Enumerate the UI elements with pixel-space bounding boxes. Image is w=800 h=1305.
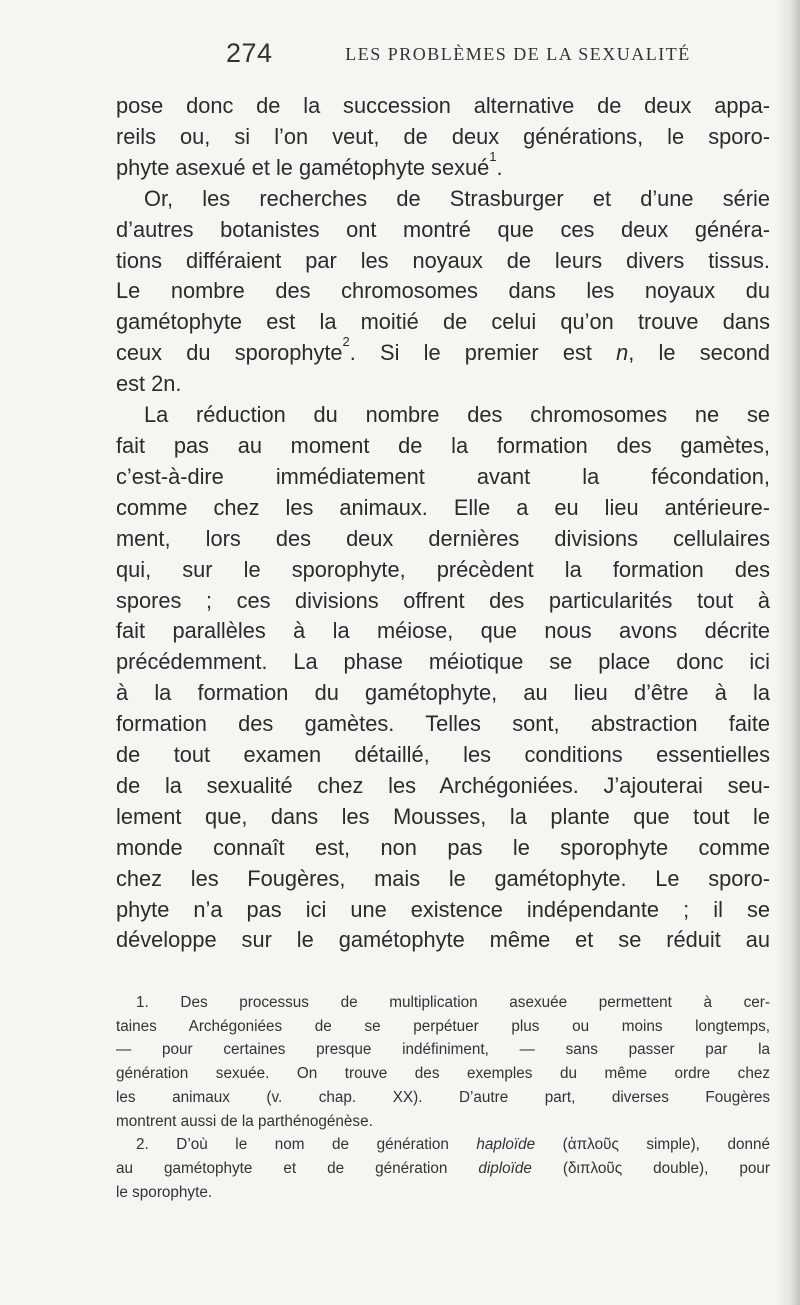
text-line: qui, sur le sporophyte, précèdent la formation des <box>116 556 770 582</box>
text-line: fait parallèles à la méiose, que nous avons décrite <box>116 618 770 644</box>
page-edge-shadow <box>774 0 800 1305</box>
footnotes <box>116 991 770 1204</box>
footnote-ref-2[interactable]: 2 <box>342 333 350 349</box>
text-line: de la sexualité chez les Archégoniées. J’ajouterai seu- <box>116 772 770 798</box>
text-line: monde connaît est, non pas le sporophyte comme <box>116 834 770 860</box>
body-text <box>116 91 770 956</box>
text-line: lement que, dans les Mousses, la plante que tout le <box>116 803 770 829</box>
text-line: d’autres botanistes ont montré que ces deux généra- <box>116 216 770 242</box>
text-line: Or, les recherches de Strasburger et d’une série <box>144 185 770 211</box>
footnote-ref-1[interactable]: 1 <box>489 148 497 164</box>
text-line: chez les Fougères, mais le gamétophyte. Le sporo- <box>116 865 770 891</box>
footnote-line: les animaux (v. chap. XX). D’autre part, diverses Fougères <box>116 1088 770 1106</box>
text-line: Le nombre des chromosomes dans les noyaux du <box>116 278 770 304</box>
text-line: phyte asexué et le gamétophyte sexué$^1$. <box>116 148 503 180</box>
footnote-line: génération sexuée. On trouve des exemples du même ordre chez <box>116 1065 770 1083</box>
footnote-line: 2. D’où le nom de génération haploïde (ἁπλοῦς simple), donné <box>136 1136 770 1154</box>
text-line: formation des gamètes. Telles sont, abstraction faite <box>116 711 770 737</box>
running-title: LES PROBLÈMES DE LA SEXUALITÉ <box>345 44 691 64</box>
footnote-line: le sporophyte. <box>116 1183 213 1201</box>
text-line: ceux du sporophyte$^2$. Si le premier est n, le second <box>116 333 770 366</box>
text-line: gamétophyte est la moitié de celui qu’on trouve dans <box>116 309 770 335</box>
text-line: reils ou, si l’on veut, de deux générations, le sporo- <box>116 123 770 149</box>
text-line: à la formation du gamétophyte, au lieu d’être à la <box>116 680 770 706</box>
text-line: c’est-à-dire immédiatement avant la fécondation, <box>116 463 770 489</box>
text-line: phyte n’a pas ici une existence indépendante ; il se <box>116 896 770 922</box>
footnote-line: montrent aussi de la parthénogénèse. <box>116 1112 373 1130</box>
text-line: pose donc de la succession alternative de deux appa- <box>116 93 770 118</box>
footnote-line: — pour certaines presque indéfiniment, — sans passer par la <box>116 1041 770 1059</box>
text-line: précédemment. La phase méiotique se place donc ici <box>116 649 770 675</box>
footnote-line: au gamétophyte et de génération diploïde (διπλοῦς double), pour <box>116 1159 770 1177</box>
text-line: spores ; ces divisions offrent des particularités tout à <box>116 587 770 613</box>
footnote-line: taines Archégoniées de se perpétuer plus ou moins longtemps, <box>116 1017 770 1035</box>
text-line: fait pas au moment de la formation des gamètes, <box>116 432 770 458</box>
text-line: développe sur le gamétophyte même et se réduit au <box>116 927 770 953</box>
text-line: tions différaient par les noyaux de leurs divers tissus. <box>116 247 770 273</box>
footnote-line: 1. Des processus de multiplication asexuée permettent à cer- <box>136 994 770 1011</box>
page-number: 274 <box>226 38 273 68</box>
text-line: comme chez les animaux. Elle a eu lieu antérieure- <box>116 494 770 520</box>
text-line: est 2n. <box>116 371 182 397</box>
text-line: de tout examen détaillé, les conditions essentielles <box>116 742 770 768</box>
text-line: ment, lors des deux dernières divisions cellulaires <box>116 525 770 551</box>
text-line: La réduction du nombre des chromosomes ne se <box>144 402 770 428</box>
